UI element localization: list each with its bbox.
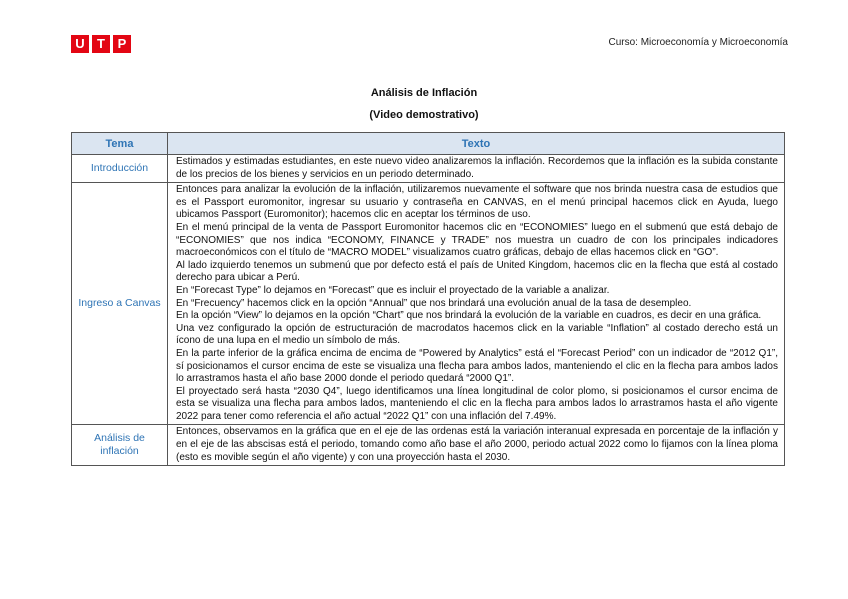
table-row	[72, 183, 785, 425]
logo-letter: T	[92, 35, 110, 53]
text-paragraph: En “Forecast Type” lo dejamos en “Forecast” que es incluir el proyectado de la variable a analizar.	[176, 284, 610, 296]
table-row	[72, 155, 785, 183]
table-row	[72, 425, 785, 466]
document-title: Análisis de Inflación	[370, 87, 478, 99]
row-topic: Ingreso a Canvas	[72, 183, 168, 425]
text-paragraph: En la opción “View” lo dejamos en la opción “Chart” que nos brindará la evolución de la variable en cuadros, es decir en una gráfica.	[176, 310, 762, 322]
row-topic: Introducción	[72, 155, 168, 183]
text-paragraph: Entonces, observamos en la gráfica que en el eje de las ordenas está la variación interanual expresada en porcentaje de la inflación y en el eje de las abscisas está el periodo, tomando como año base el año 2000, periodo actual 2022 como lo fijamos con la línea ploma (esto es movible según el año vigente) y con una proyección hasta el 2030.	[176, 426, 778, 463]
utp-logo	[71, 35, 131, 53]
row-text	[168, 183, 785, 425]
text-paragraph: Estimados y estimadas estudiantes, en este nuevo video analizaremos la inflación. Recordemos que la inflación es la subida constante de los precios de los bienes y servicios en un periodo determinado.	[176, 156, 778, 180]
text-paragraph: En “Frecuency” hacemos click en la opción “Annual” que nos brindará una evolución anual de la tasa de desempleo.	[176, 297, 692, 309]
logo-letter: P	[113, 35, 131, 53]
table-header-row	[72, 133, 785, 155]
text-paragraph: Al lado izquierdo tenemos un submenú que por defecto está el país de United Kingdom, hacemos clic en la flecha que está al costado derecho para ubicar a Perú.	[176, 259, 778, 284]
column-header-tema: Tema	[72, 133, 168, 155]
row-text	[168, 155, 785, 183]
logo-letter: U	[71, 35, 89, 53]
text-paragraph: Una vez configurado la opción de estructuración de macrodatos hacemos click en la variable “Inflation” al costado derecho está un ícono de una lupa en el medio un símbolo de más.	[176, 322, 778, 347]
column-header-texto: Texto	[168, 133, 785, 155]
content-table	[71, 132, 785, 466]
text-paragraph: En el menú principal de la venta de Passport Euromonitor hacemos clic en “ECONOMIES” luego en el submenú que está debajo de “ECONOMIES” que nos indica “ECONOMY, FINANCE y TRADE” nos muestra un cuadro de con los principales indicadores macroeconómicos con el título de “MACRO MODEL” visualizamos cuatro gráficas, debajo de ellas hacemos click en “GO”.	[176, 221, 778, 259]
course-label: Curso: Microeconomía y Microeconomía	[608, 37, 788, 48]
row-text	[168, 425, 785, 466]
text-paragraph: Entonces para analizar la evolución de la inflación, utilizaremos nuevamente el software que nos brinda nuestra casa de estudios que es el Passport euromonitor, ingresar su usuario y contraseña en CANVAS, en el menú principal hacemos click en Ayuda, luego ubicamos Passport (Euromonitor); hacemos clic en aceptar los términos de uso.	[176, 184, 778, 221]
text-paragraph: El proyectado será hasta “2030 Q4”, luego identificamos una línea longitudinal de color plomo, si posicionamos el cursor encima de esta se visualiza una flecha para ambos lados, manteniendo el clic en la flecha para ambos lados lo arrastramos hasta el año vigente 2022 para tener como referencia el año actual “2022 Q1” con una inflación del 7.49%.	[176, 385, 778, 422]
row-topic: Análisis de inflación	[72, 425, 168, 466]
text-paragraph: En la parte inferior de la gráfica encima de encima de “Powered by Analytics” está el “Forecast Period” con un indicador de “2012 Q1”, sí posicionamos el cursor encima de este se visualiza una flecha para ambos lados, manteniendo el clic en la flecha para ambos lados lo arrastramos hasta el año base 2000 donde el periodo quedará “2000 Q1”.	[176, 347, 778, 385]
document-subtitle: (Video demostrativo)	[369, 109, 479, 121]
